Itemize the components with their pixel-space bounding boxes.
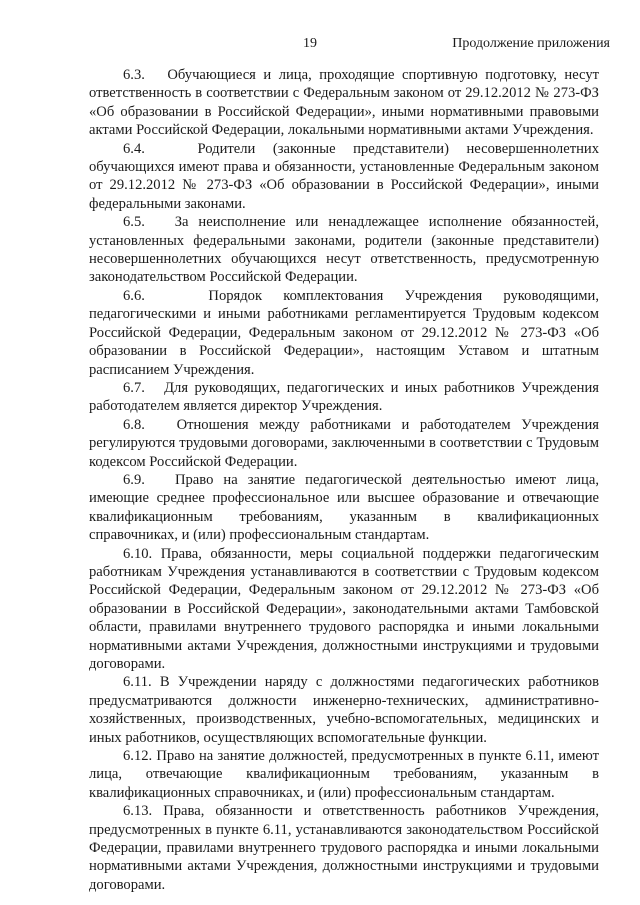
- paragraph-text: Права, обязанности и ответственность работников Учреждения, предусмотренных в пункте 6.11, устанавливаются законодательством Российской Федерации, правилами внутреннего трудового распорядка и иными локальными нормативными актами Учреждения, должностными инструкциями и трудовыми договорами.: [89, 803, 599, 893]
- paragraph-6-9: [89, 471, 599, 545]
- paragraph-6-3: [89, 66, 599, 140]
- paragraph-6-8: [89, 416, 599, 471]
- paragraph-6-7: [89, 379, 599, 416]
- paragraph-number: 6.13.: [123, 803, 153, 820]
- paragraph-number: 6.11.: [123, 674, 152, 691]
- paragraph-text: Для руководящих, педагогических и иных работников Учреждения работодателем является директор Учреждения.: [89, 379, 599, 415]
- paragraph-number: 6.7.: [123, 379, 145, 396]
- paragraph-6-4: [89, 140, 599, 214]
- paragraph-6-12: [89, 747, 599, 802]
- document-body: [89, 66, 599, 894]
- paragraph-text: Родители (законные представители) несовершеннолетних обучающихся имеют права и обязанности, установленные Федеральным законом от 29.12.2012 № 273-ФЗ «Об образовании в Российской Федерации», иными федеральными законами.: [89, 140, 599, 212]
- paragraph-text: Отношения между работниками и работодателем Учреждения регулируются трудовыми договорами, заключенными в соответствии с Трудовым кодексом Российской Федерации.: [89, 416, 599, 470]
- paragraph-number: 6.6.: [123, 287, 145, 304]
- paragraph-6-11: [89, 673, 599, 747]
- paragraph-text: Право на занятие педагогической деятельностью имеют лица, имеющие среднее профессиональное или высшее образование и отвечающие квалификационным требованиям, указанным в квалификационных справочниках, и (или) профессиональным стандартам.: [89, 471, 599, 544]
- paragraph-text: Обучающиеся и лица, проходящие спортивную подготовку, несут ответственность в соответствии с Федеральным законом от 29.12.2012 № 273-ФЗ «Об образовании в Российской Федерации», иными нормативными правовыми актами Российской Федерации, локальными нормативными актами Учреждения.: [89, 67, 599, 139]
- running-title: Продолжение приложения: [452, 36, 610, 51]
- paragraph-number: 6.12.: [123, 748, 153, 765]
- paragraph-text: Право на занятие должностей, предусмотренных в пункте 6.11, имеют лица, отвечающие квалификационным требованиям, указанным в квалификационных справочниках, и (или) профессиональным стандартам.: [89, 748, 599, 801]
- paragraph-6-10: [89, 545, 599, 674]
- paragraph-6-5: [89, 213, 599, 287]
- page-number: 19: [303, 36, 317, 51]
- paragraph-text: За неисполнение или ненадлежащее исполнение обязанностей, установленных федеральными законами, родители (законные представители) несовершеннолетних обучающихся несут ответственность, предусмотренную законодательством Российской Федерации.: [89, 214, 599, 286]
- paragraph-number: 6.5.: [123, 214, 145, 231]
- paragraph-6-13: [89, 802, 599, 894]
- paragraph-6-6: [89, 287, 599, 379]
- paragraph-number: 6.3.: [123, 67, 145, 83]
- paragraph-number: 6.8.: [123, 416, 145, 433]
- paragraph-number: 6.10.: [123, 545, 153, 562]
- paragraph-text: В Учреждении наряду с должностями педагогических работников предусматриваются должности инженерно-технических, административно-хозяйственных, производственных, учебно-вспомогательных, медицинских и иных работников, осуществляющих вспомогательные функции.: [89, 674, 599, 746]
- paragraph-number: 6.4.: [123, 140, 145, 157]
- paragraph-number: 6.9.: [123, 471, 145, 488]
- paragraph-text: Порядок комплектования Учреждения руководящими, педагогическими и иными работниками регламентируется Трудовым кодексом Российской Федерации, Федеральным законом от 29.12.2012 № 273-ФЗ «Об образовании в Российской Федерации», настоящим Уставом и штатным расписанием Учреждения.: [89, 287, 599, 378]
- paragraph-text: Права, обязанности, меры социальной поддержки педагогическим работникам Учреждения устанавливаются в соответствии с Трудовым кодексом Российской Федерации, Федеральным законом от 29.12.2012 № 273-ФЗ «Об образовании в Российской Федерации», законодательными актами Тамбовской области, правилами внутреннего трудового распорядка и иными локальными нормативными актами Учреждения, должностными инструкциями и трудовыми договорами.: [89, 545, 599, 672]
